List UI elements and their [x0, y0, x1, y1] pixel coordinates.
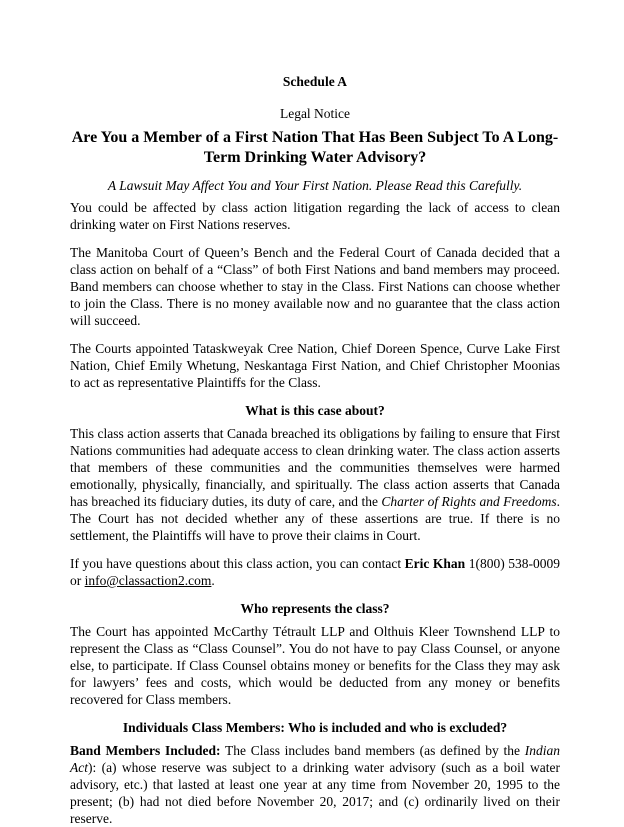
paragraph-band-members-included	[70, 742, 560, 827]
legal-notice-label-run-0: Legal Notice	[279, 106, 351, 121]
paragraph-case-assertions	[70, 425, 560, 544]
paragraph-class-counsel-run-0: The Court has appointed McCarthy Tétrault LLP and Olthuis Kleer Townshend LLP to represent the Class as “Class Counsel”. You do not have to pay Class Counsel, or anyone else, to participate. If Class Counsel obtains money or benefits for the Class they may ask for lawyers’ fees and costs, which would be deducted from any money or benefits recovered for Class members.	[70, 624, 560, 707]
section-heading-who-represents-run-0: Who represents the class?	[240, 601, 390, 616]
paragraph-courts-decided	[70, 244, 560, 329]
paragraph-courts-decided-run-0: The Manitoba Court of Queen’s Bench and the Federal Court of Canada decided that a class action on behalf of a “Class” of both First Nations and band members may proceed. Band members can choose whether to stay in the Class. First Nations can choose whether to join the Class. There is no money available now and no guarantee that the class action will succeed.	[70, 245, 560, 328]
paragraph-case-assertions-run-2: . The Court has not decided whether any of these assertions are true. If there is no settlement, the Plaintiffs will have to prove their claims in Court.	[70, 494, 560, 543]
section-heading-individuals-run-0: Individuals Class Members: Who is included and who is excluded?	[122, 720, 508, 735]
paragraph-class-counsel	[70, 623, 560, 708]
subtitle-run-0: A Lawsuit May Affect You and Your First Nation. Please Read this Carefully.	[107, 178, 523, 193]
paragraph-contact	[70, 555, 560, 589]
paragraph-affected	[70, 199, 560, 233]
schedule-label-run-0: Schedule A	[282, 74, 348, 89]
email-link[interactable]: info@classaction2.com	[84, 573, 212, 588]
page-title-run-0: Are You a Member of a First Nation That Has Been Subject To A Long-Term Drinking Water Advisory?	[71, 129, 559, 166]
paragraph-affected-run-0: You could be affected by class action litigation regarding the lack of access to clean drinking water on First Nations reserves.	[70, 200, 560, 232]
paragraph-contact-run-2: 1(800) 538-0009 or	[70, 556, 560, 588]
page-title	[70, 128, 560, 168]
document-body	[70, 73, 560, 827]
legal-notice-label	[70, 105, 560, 122]
paragraph-band-members-included-run-1: The Class includes band members (as defined by the	[220, 743, 525, 758]
paragraph-contact-run-0: If you have questions about this class action, you can contact	[70, 556, 405, 571]
paragraph-representative-plaintiffs-run-0: The Courts appointed Tataskweyak Cree Nation, Chief Doreen Spence, Curve Lake First Nation, Chief Emily Whetung, Neskantaga First Nation, and Chief Christopher Moonias to act as representative Plaintiffs for the Class.	[70, 341, 560, 390]
subtitle	[70, 177, 560, 194]
section-heading-case-about-run-0: What is this case about?	[245, 403, 385, 418]
section-heading-individuals	[70, 719, 560, 736]
paragraph-representative-plaintiffs	[70, 340, 560, 391]
paragraph-case-assertions-run-0: This class action asserts that Canada breached its obligations by failing to ensure that First Nations communities had adequate access to clean drinking water. The class action asserts that members of these communities and the communities themselves were harmed emotionally, physically, financially, and spiritually. The class action asserts that Canada has breached its fiduciary duties, its duty of care, and the	[70, 426, 560, 509]
schedule-label	[70, 73, 560, 90]
paragraph-band-members-included-run-0: Band Members Included:	[70, 743, 221, 758]
paragraph-band-members-included-run-3: ): (a) whose reserve was subject to a drinking water advisory (such as a boil water advisory, etc.) that lasted at least one year at any time from November 20, 1995 to the present; (b) had not died before November 20, 2017; and (c) ordinarily lived on their reserve.	[70, 760, 560, 826]
section-heading-who-represents	[70, 600, 560, 617]
paragraph-contact-run-4: .	[211, 573, 215, 588]
paragraph-contact-run-1: Eric Khan	[404, 556, 466, 571]
section-heading-case-about	[70, 402, 560, 419]
paragraph-case-assertions-run-1: Charter of Rights and Freedoms	[381, 494, 557, 509]
paragraph-band-members-included-run-2: Indian Act	[70, 743, 560, 775]
